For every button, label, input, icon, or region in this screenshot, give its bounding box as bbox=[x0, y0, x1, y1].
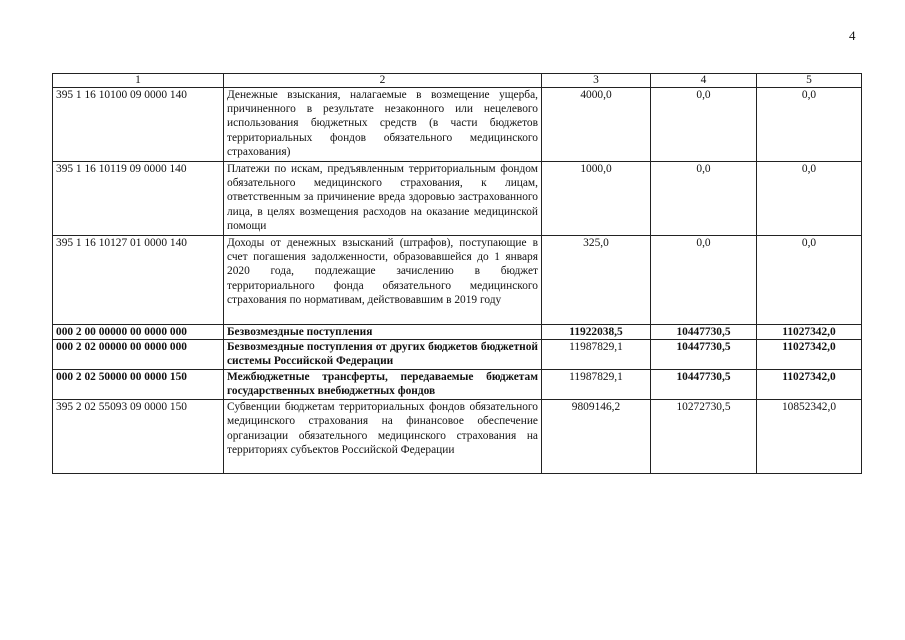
cell-name: Платежи по искам, предъявленным территориальным фондом обязательного медицинского страхования, к лицам, ответственным за причинение вреда здоровью застрахованного лица, в целях возмещения расходов на оказание медицинской помощи bbox=[224, 162, 542, 236]
cell-value-5: 11027342,0 bbox=[757, 325, 862, 340]
table-header-row bbox=[53, 74, 862, 88]
cell-value-5: 10852342,0 bbox=[757, 400, 862, 474]
cell-value-4: 10272730,5 bbox=[651, 400, 757, 474]
cell-name: Доходы от денежных взысканий (штрафов), поступающие в счет погашения задолженности, образовавшейся до 1 января 2020 года, подлежащие зачислению в бюджет территориального фонда обязательного медицинского страхования по нормативам, действовавшим в 2019 году bbox=[224, 236, 542, 325]
cell-code: 000 2 02 00000 00 0000 000 bbox=[53, 340, 224, 370]
page-number: 4 bbox=[849, 28, 856, 43]
cell-name: Безвозмездные поступления от других бюджетов бюджетной системы Российской Федерации bbox=[224, 340, 542, 370]
cell-value-4: 0,0 bbox=[651, 88, 757, 162]
table-row bbox=[53, 236, 862, 325]
cell-value-3: 4000,0 bbox=[542, 88, 651, 162]
cell-value-3: 1000,0 bbox=[542, 162, 651, 236]
cell-name: Безвозмездные поступления bbox=[224, 325, 542, 340]
cell-value-4: 10447730,5 bbox=[651, 340, 757, 370]
cell-code: 000 2 02 50000 00 0000 150 bbox=[53, 370, 224, 400]
cell-value-5: 0,0 bbox=[757, 162, 862, 236]
cell-code: 395 1 16 10100 09 0000 140 bbox=[53, 88, 224, 162]
revenue-table bbox=[52, 73, 862, 474]
column-header-2: 2 bbox=[224, 74, 542, 88]
table-row bbox=[53, 370, 862, 400]
cell-value-4: 0,0 bbox=[651, 236, 757, 325]
cell-name: Субвенции бюджетам территориальных фондов обязательного медицинского страхования на финансовое обеспечение организации обязательного медицинского страхования на территориях субъектов Российской Федерации bbox=[224, 400, 542, 474]
cell-value-3: 11987829,1 bbox=[542, 370, 651, 400]
cell-value-4: 10447730,5 bbox=[651, 370, 757, 400]
cell-value-4: 0,0 bbox=[651, 162, 757, 236]
table-row bbox=[53, 340, 862, 370]
table-row bbox=[53, 162, 862, 236]
table-row bbox=[53, 88, 862, 162]
column-header-3: 3 bbox=[542, 74, 651, 88]
cell-value-3: 9809146,2 bbox=[542, 400, 651, 474]
cell-value-3: 11922038,5 bbox=[542, 325, 651, 340]
cell-code: 395 1 16 10127 01 0000 140 bbox=[53, 236, 224, 325]
table-row bbox=[53, 325, 862, 340]
cell-value-4: 10447730,5 bbox=[651, 325, 757, 340]
cell-code: 395 2 02 55093 09 0000 150 bbox=[53, 400, 224, 474]
cell-name: Денежные взыскания, налагаемые в возмещение ущерба, причиненного в результате незаконного или нецелевого использования бюджетных средств (в части бюджетов территориальных фондов обязательного медицинского страхования) bbox=[224, 88, 542, 162]
cell-value-5: 0,0 bbox=[757, 88, 862, 162]
cell-name: Межбюджетные трансферты, передаваемые бюджетам государственных внебюджетных фондов bbox=[224, 370, 542, 400]
cell-code: 395 1 16 10119 09 0000 140 bbox=[53, 162, 224, 236]
table-row bbox=[53, 400, 862, 474]
cell-code: 000 2 00 00000 00 0000 000 bbox=[53, 325, 224, 340]
cell-value-3: 325,0 bbox=[542, 236, 651, 325]
cell-value-3: 11987829,1 bbox=[542, 340, 651, 370]
column-header-5: 5 bbox=[757, 74, 862, 88]
cell-value-5: 0,0 bbox=[757, 236, 862, 325]
cell-value-5: 11027342,0 bbox=[757, 370, 862, 400]
column-header-1: 1 bbox=[53, 74, 224, 88]
column-header-4: 4 bbox=[651, 74, 757, 88]
cell-value-5: 11027342,0 bbox=[757, 340, 862, 370]
